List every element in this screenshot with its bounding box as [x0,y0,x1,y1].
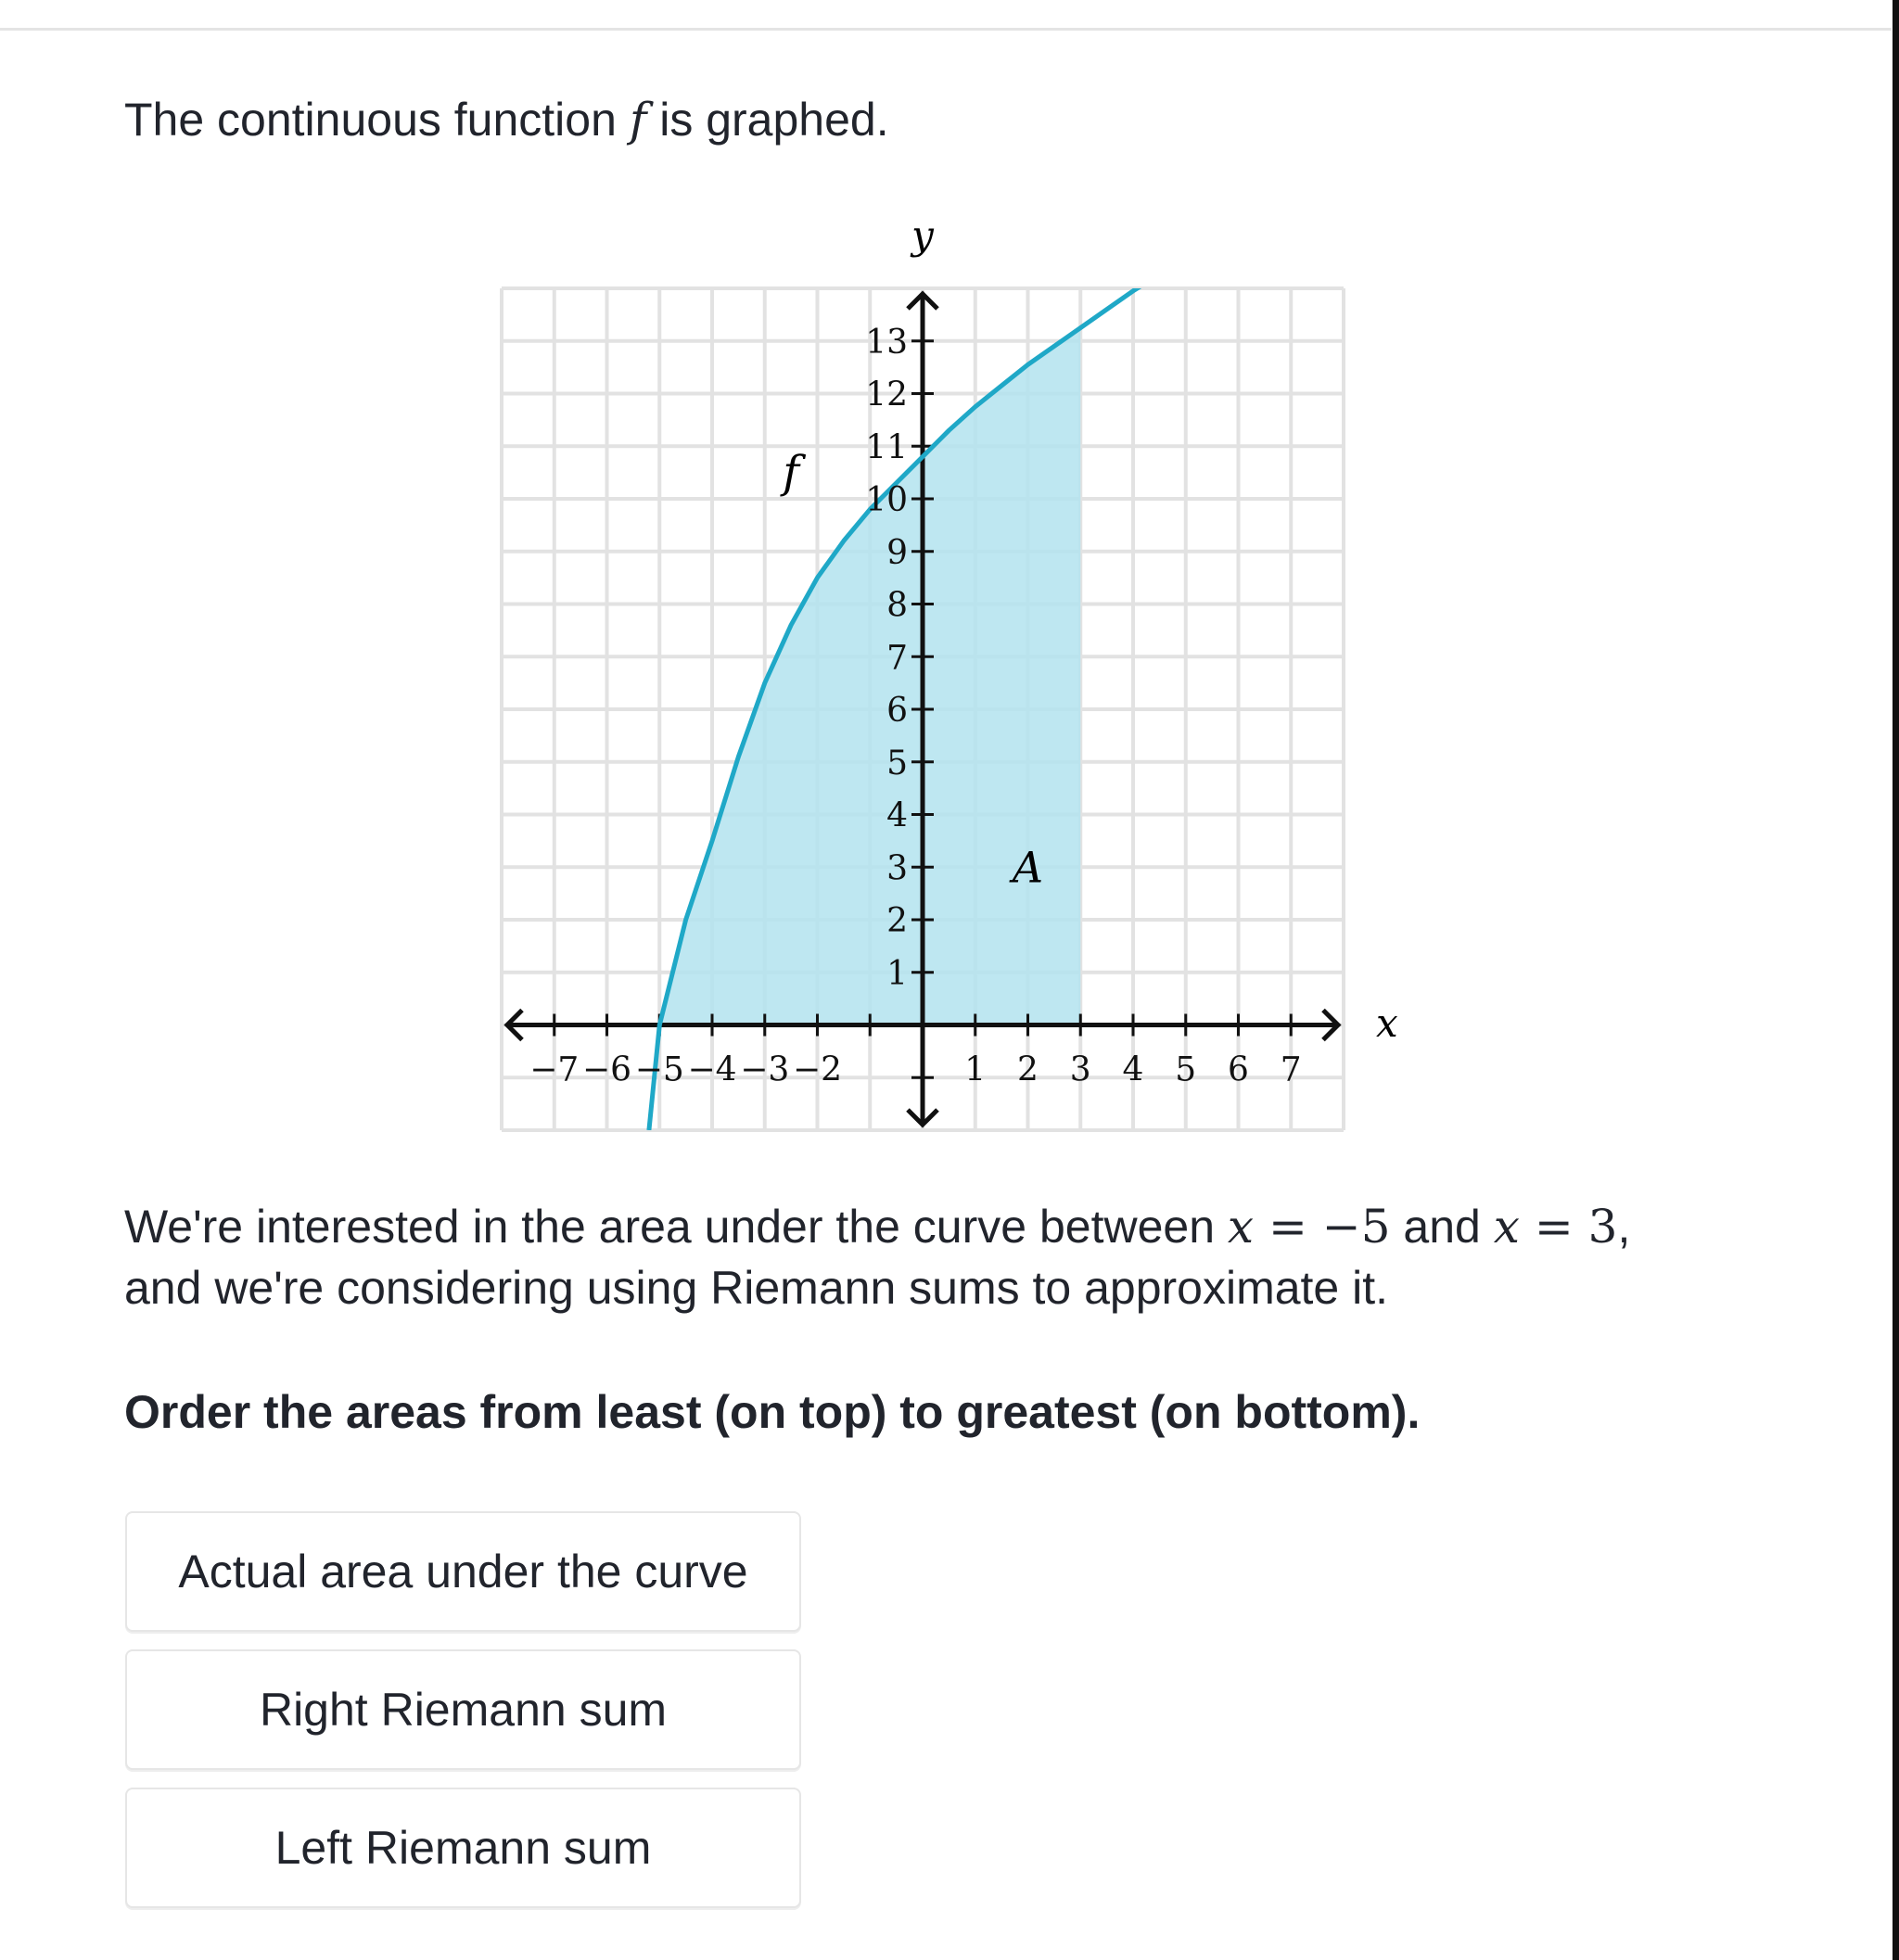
x-tick-label: 7 [1280,1050,1302,1089]
x-tick-label: 4 [1122,1050,1144,1089]
curve-label-f: f [783,446,800,499]
question-text-part: and [1390,1201,1494,1253]
math-variable: x [1227,1200,1255,1254]
x-tick-label: 6 [1228,1050,1249,1089]
sortable-card-right-riemann[interactable] [125,1649,801,1770]
y-tick-label: 1 [886,954,908,993]
y-tick-label: 12 [865,375,908,414]
x-tick-label: −3 [740,1050,790,1089]
y-tick-label: 3 [886,849,908,888]
card-label: Right Riemann sum [259,1684,668,1736]
x-tick-label: 2 [1017,1050,1039,1089]
card-label: Actual area under the curve [178,1546,748,1597]
math-value: −5 [1321,1200,1391,1254]
question-text-part: , [1617,1201,1631,1253]
intro-text-part: The continuous function [124,94,630,146]
y-axis-label: y [911,212,934,258]
instruction-text: Order the areas from least (on top) to greatest (on bottom). [124,1386,1421,1438]
card-label: Left Riemann sum [274,1822,652,1874]
x-tick-label: −4 [687,1050,737,1089]
y-tick-label: 4 [886,796,908,835]
math-equals: = [1519,1200,1588,1254]
y-tick-label: 13 [865,323,908,362]
y-tick-label: 2 [886,902,908,940]
math-variable: x [1493,1200,1520,1254]
x-tick-label: −6 [581,1050,632,1089]
math-equals: = [1254,1200,1322,1254]
question-text-part: We're interested in the area under the curve between [124,1201,1228,1253]
y-tick-label: 7 [886,639,908,678]
y-tick-label: 11 [865,428,908,467]
region-label-A: A [1012,842,1044,893]
x-tick-label: −7 [529,1050,580,1089]
x-tick-label: −2 [792,1050,843,1089]
y-tick-label: 5 [886,744,908,783]
math-value: 3 [1587,1200,1618,1254]
intro-text-part: is graphed. [646,94,889,146]
x-tick-label: 1 [964,1050,987,1089]
function-symbol: f [629,93,647,146]
sortable-card-actual-area[interactable] [125,1511,801,1632]
x-tick-label: −5 [634,1050,684,1089]
y-tick-label: 8 [886,586,908,625]
sortable-card-left-riemann[interactable] [125,1788,801,1908]
y-tick-label: 9 [886,533,908,572]
y-tick-label: 6 [886,692,908,730]
y-tick-label: 10 [865,481,908,519]
x-tick-label: 5 [1175,1050,1197,1089]
x-axis-label: x [1376,1000,1398,1046]
question-text-part: and we're considering using Riemann sums to approximate it. [124,1262,1389,1314]
question-text [124,1196,1630,1318]
x-tick-label: 3 [1069,1050,1091,1089]
